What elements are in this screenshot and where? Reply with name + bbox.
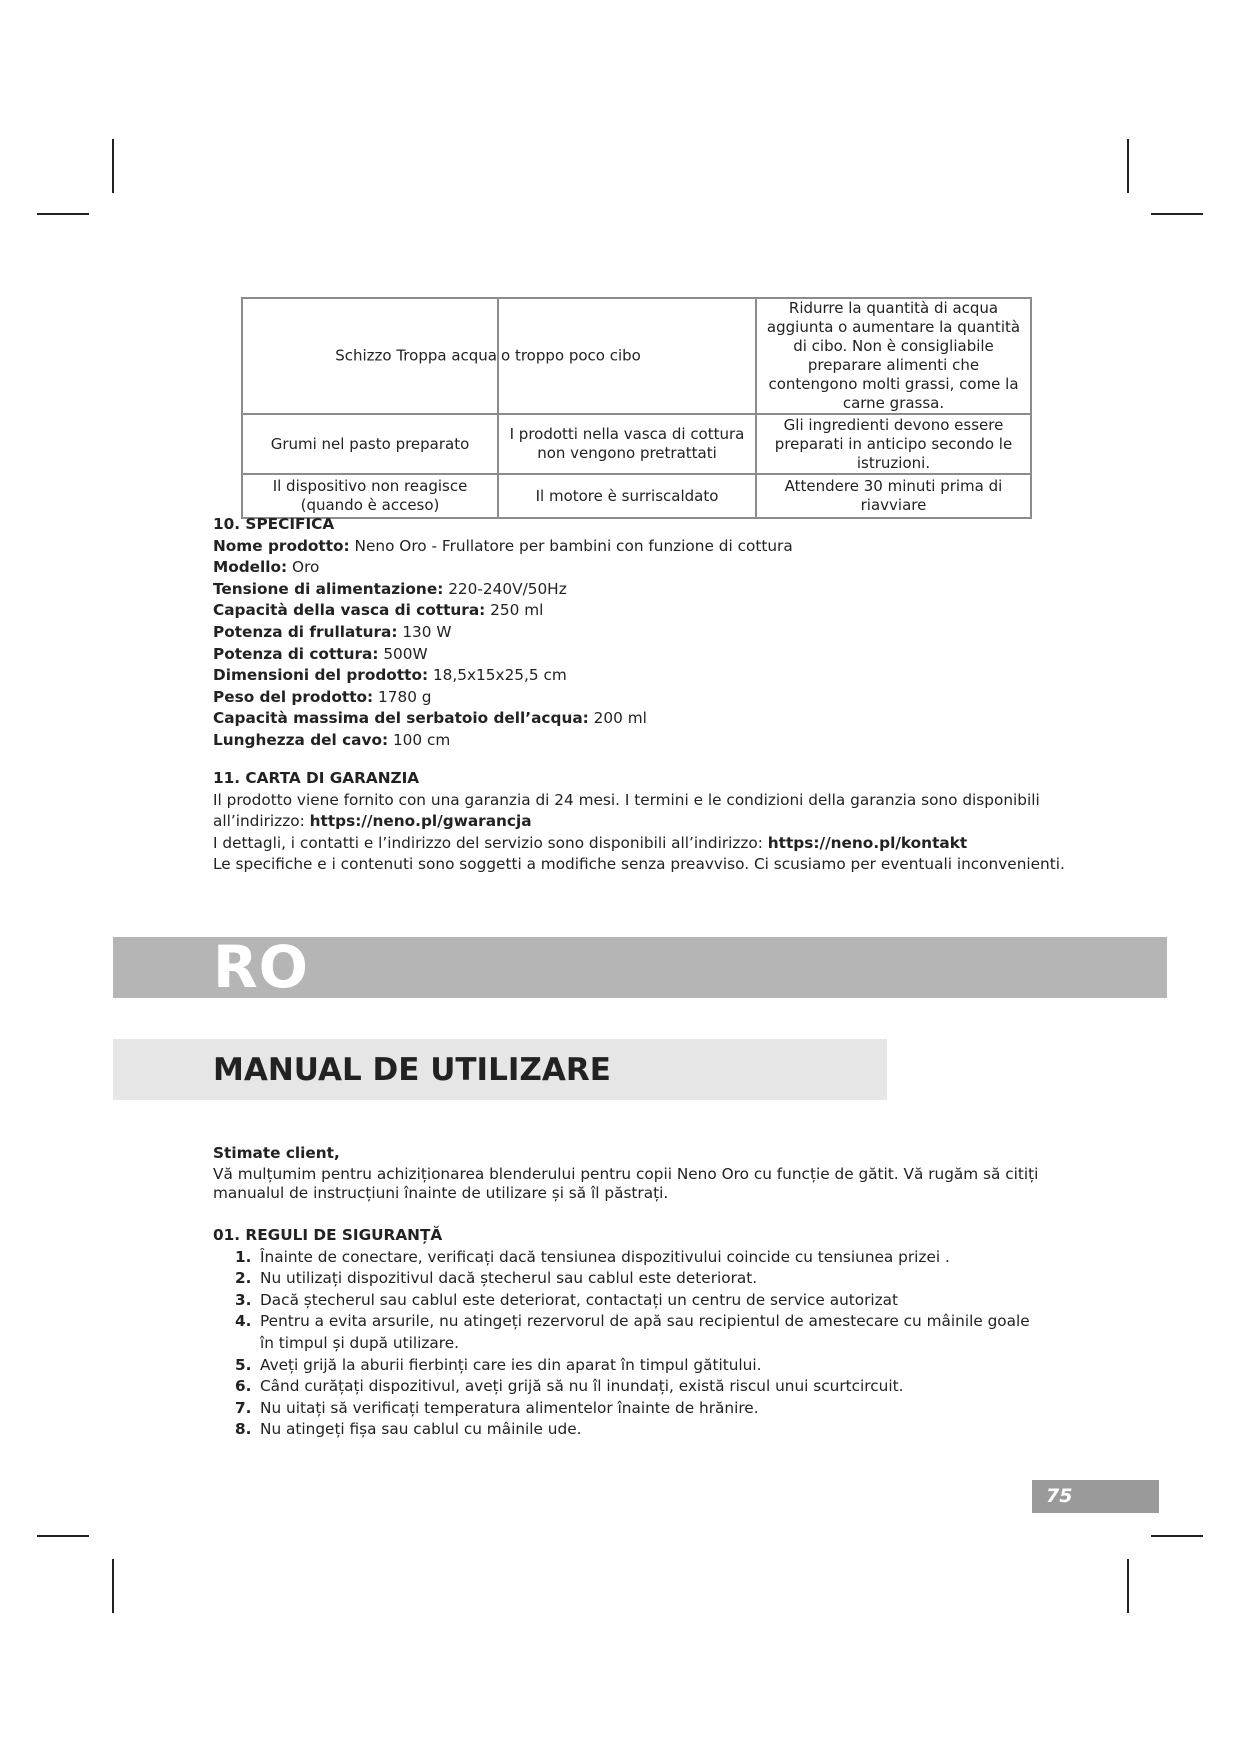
language-band [113,933,1167,1001]
list-item: 4. Pentru a evita arsurile, nu atingeți rezervorul de apă sau recipientul de amestecare cu mâinile goale în timpul și după utilizare. [235,1312,1030,1352]
table-cell-problem: Schizzo Troppa acqua [242,298,498,414]
spec-item: Dimensioni del prodotto: 18,5x15x25,5 cm [213,666,567,685]
intro-text: Vă mulțumim pentru achiziționarea blenderului pentru copii Neno Oro cu funcție de gătit. Vă rugăm să citiți [213,1164,1039,1183]
table-cell-solution: Gli ingredienti devono essere preparati in anticipo secondo le istruzioni. [756,414,1031,474]
warranty-section [213,768,1065,876]
spec-item: Potenza di frullatura: 130 W [213,622,452,641]
warranty-text: all’indirizzo: https://neno.pl/gwarancja [213,812,532,831]
table-cell-cause: I prodotti nella vasca di cottura non vengono pretrattati [498,414,756,474]
section-heading: 11. CARTA DI GARANZIA [213,769,420,787]
spec-item: Nome prodotto: Neno Oro - Frullatore per bambini con funzione di cottura [213,536,793,555]
spec-item: Peso del prodotto: 1780 g [213,687,432,706]
warranty-text: I dettagli, i contatti e l’indirizzo del servizio sono disponibili all’indirizzo: https://neno.pl/kontakt [213,833,968,852]
list-item: 5. Aveți grijă la aburii fierbinți care ies din aparat în timpul gătitului. [235,1355,762,1374]
safety-list [213,1247,1043,1441]
list-item: 7. Nu uitați să verificați temperatura alimentelor înainte de hrănire. [235,1398,759,1417]
table-cell-cause: o troppo poco cibo [498,298,756,414]
crop-mark [1151,213,1203,215]
troubleshooting-table [241,297,1032,519]
spec-item: Capacità massima del serbatoio dell’acqua: 200 ml [213,709,647,728]
warranty-link[interactable]: https://neno.pl/gwarancja [309,812,532,831]
crop-mark [1127,1559,1129,1613]
table-row [242,474,1031,518]
warranty-text: Le specifiche e i contenuti sono soggetti a modifiche senza preavviso. Ci scusiamo per eventuali inconvenienti. [213,855,1065,874]
section-heading: 10. SPECIFICA [213,515,335,533]
table-cell-cause: Il motore è surriscaldato [498,474,756,518]
safety-section [213,1225,1043,1441]
list-item: 1. Înainte de conectare, verificați dacă tensiunea dispozitivului coincide cu tensiunea prizei . [235,1247,950,1266]
page-number: 75 [1046,1485,1073,1507]
table-row [242,298,1031,414]
crop-mark [112,1559,114,1613]
list-item: 8. Nu atingeți fișa sau cablul cu mâinile ude. [235,1420,582,1439]
crop-mark [1151,1535,1203,1537]
intro-text: manualul de instrucțiuni înainte de utilizare și să îl păstrați. [213,1183,669,1202]
table-cell-solution: Ridurre la quantità di acqua aggiunta o aumentare la quantità di cibo. Non è consigliabile preparare alimenti che contengono molti grassi, come la carne grassa. [756,298,1031,414]
crop-mark [37,213,89,215]
table-cell-problem: Il dispositivo non reagisce (quando è acceso) [242,474,498,518]
intro-section [213,1143,1043,1203]
table-cell-solution: Attendere 30 minuti prima di riavviare [756,474,1031,518]
greeting: Stimate client, [213,1144,340,1162]
spec-item: Tensione di alimentazione: 220-240V/50Hz [213,579,567,598]
spec-item: Capacità della vasca di cottura: 250 ml [213,601,544,620]
crop-mark [112,139,114,193]
specs-section [213,514,1043,752]
page-number-badge [1032,1480,1159,1513]
warranty-text: Il prodotto viene fornito con una garanzia di 24 mesi. I termini e le condizioni della garanzia sono disponibili [213,790,1040,809]
crop-mark [37,1535,89,1537]
list-item: 2. Nu utilizați dispozitivul dacă ștecherul sau cablul este deteriorat. [235,1269,758,1288]
table-cell-problem: Grumi nel pasto preparato [242,414,498,474]
manual-title: MANUAL DE UTILIZARE [213,1052,611,1088]
crop-mark [1127,139,1129,193]
table-row [242,414,1031,474]
language-code: RO [213,933,309,1001]
section-heading: 01. REGULI DE SIGURANȚĂ [213,1226,443,1244]
spec-item: Lunghezza del cavo: 100 cm [213,730,451,749]
manual-title-band [113,1039,887,1100]
spec-item: Modello: Oro [213,558,320,577]
list-item: 6. Când curățați dispozitivul, aveți grijă să nu îl inundați, există riscul unui scurtcircuit. [235,1377,904,1396]
list-item: 3. Dacă ștecherul sau cablul este deteriorat, contactați un centru de service autorizat [235,1290,899,1309]
spec-item: Potenza di cottura: 500W [213,644,428,663]
contact-link[interactable]: https://neno.pl/kontakt [767,833,968,852]
